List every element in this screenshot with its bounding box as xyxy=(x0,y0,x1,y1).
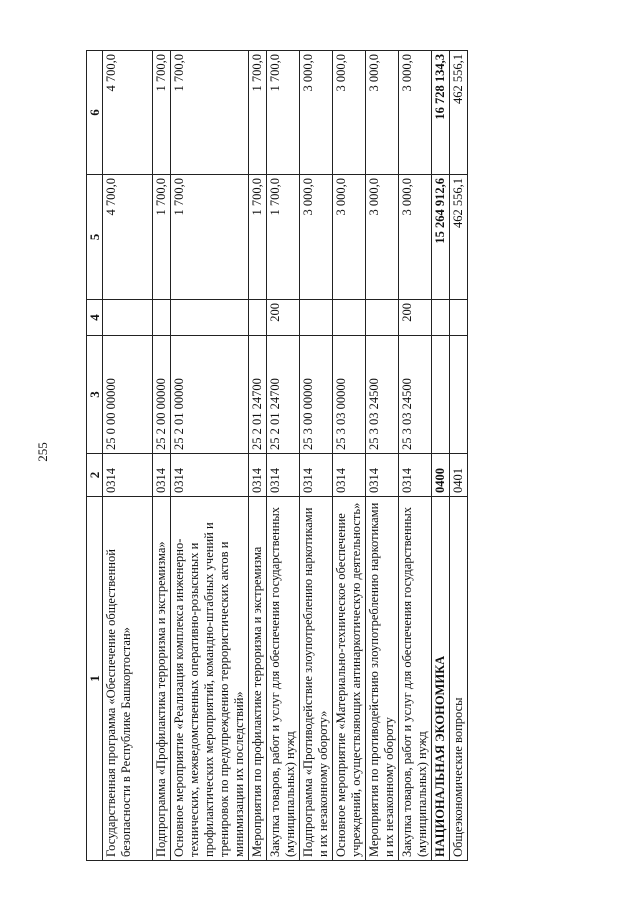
row-name: Мероприятия по противодействию злоупотреблению наркотиками и их незаконному обороту xyxy=(366,497,399,861)
row-target: 25 3 00 00000 xyxy=(300,336,333,454)
row-name: Закупка товаров, работ и услуг для обеспечения государственных (муниципальных) нужд xyxy=(267,497,300,861)
row-target: 25 3 03 24500 xyxy=(399,336,432,454)
row-name: Основное мероприятие «Реализация комплекса инженерно-технических, межведомственных оперативно-розыскных и профилактических мероприятий, командно-штабных учений и тренировок по предупреждению террористических актов и минимизации их последствий» xyxy=(171,497,249,861)
row-target: 25 2 01 24700 xyxy=(249,336,267,454)
row-section: 0314 xyxy=(399,454,432,497)
header-cell: 4 xyxy=(87,300,103,336)
table-row xyxy=(103,51,153,861)
header-cell: 1 xyxy=(87,497,103,861)
row-name: Основное мероприятие «Материально-техническое обеспечение учреждений, осуществляющих антинаркотическую деятельность» xyxy=(333,497,366,861)
row-sum1: 15 264 912,6 xyxy=(432,175,450,300)
table-row-total xyxy=(432,51,450,861)
row-section: 0400 xyxy=(432,454,450,497)
row-sum1: 1 700,0 xyxy=(267,175,300,300)
row-section: 0401 xyxy=(450,454,468,497)
row-section: 0314 xyxy=(333,454,366,497)
table-row xyxy=(399,51,432,861)
table-row xyxy=(333,51,366,861)
table-row xyxy=(249,51,267,861)
budget-table xyxy=(86,50,468,861)
row-name: Мероприятия по профилактике терроризма и экстремизма xyxy=(249,497,267,861)
row-sum1: 4 700,0 xyxy=(103,175,153,300)
header-cell: 6 xyxy=(87,51,103,175)
row-sum2: 3 000,0 xyxy=(399,51,432,175)
header-cell: 3 xyxy=(87,336,103,454)
table-row xyxy=(366,51,399,861)
row-vr: 200 xyxy=(267,300,300,336)
row-sum1: 3 000,0 xyxy=(300,175,333,300)
row-name: Подпрограмма «Противодействие злоупотреблению наркотиками и их незаконному обороту» xyxy=(300,497,333,861)
row-vr: 200 xyxy=(399,300,432,336)
row-sum1: 462 556,1 xyxy=(450,175,468,300)
row-vr xyxy=(366,300,399,336)
page-number-text: 255 xyxy=(35,442,50,462)
row-vr xyxy=(249,300,267,336)
row-section: 0314 xyxy=(153,454,171,497)
row-vr xyxy=(333,300,366,336)
rotated-table-container xyxy=(86,51,556,861)
row-sum2: 1 700,0 xyxy=(171,51,249,175)
row-section: 0314 xyxy=(300,454,333,497)
row-sum2: 4 700,0 xyxy=(103,51,153,175)
table-row xyxy=(171,51,249,861)
row-section: 0314 xyxy=(249,454,267,497)
row-sum2: 3 000,0 xyxy=(333,51,366,175)
row-sum2: 3 000,0 xyxy=(300,51,333,175)
row-vr xyxy=(103,300,153,336)
row-name: НАЦИОНАЛЬНАЯ ЭКОНОМИКА xyxy=(432,497,450,861)
header-row xyxy=(87,51,103,861)
row-sum2: 1 700,0 xyxy=(267,51,300,175)
row-name: Государственная программа «Обеспечение общественной безопасности в Республике Башкортостан» xyxy=(103,497,153,861)
row-name: Общеэкономические вопросы xyxy=(450,497,468,861)
row-sum2: 1 700,0 xyxy=(153,51,171,175)
row-sum2: 1 700,0 xyxy=(249,51,267,175)
table-row xyxy=(300,51,333,861)
row-target: 25 2 00 00000 xyxy=(153,336,171,454)
row-sum1: 1 700,0 xyxy=(249,175,267,300)
row-sum2: 462 556,1 xyxy=(450,51,468,175)
row-sum1: 3 000,0 xyxy=(366,175,399,300)
row-sum1: 3 000,0 xyxy=(333,175,366,300)
row-section: 0314 xyxy=(267,454,300,497)
row-sum1: 3 000,0 xyxy=(399,175,432,300)
row-vr xyxy=(450,300,468,336)
row-vr xyxy=(432,300,450,336)
row-target xyxy=(432,336,450,454)
row-section: 0314 xyxy=(366,454,399,497)
page-number xyxy=(36,441,50,463)
row-section: 0314 xyxy=(103,454,153,497)
table-row xyxy=(267,51,300,861)
table-row xyxy=(153,51,171,861)
row-target: 25 3 03 00000 xyxy=(333,336,366,454)
table-row xyxy=(450,51,468,861)
row-target xyxy=(450,336,468,454)
row-sum1: 1 700,0 xyxy=(171,175,249,300)
header-cell: 2 xyxy=(87,454,103,497)
row-name: Подпрограмма «Профилактика терроризма и экстремизма» xyxy=(153,497,171,861)
row-sum1: 1 700,0 xyxy=(153,175,171,300)
row-target: 25 2 01 24700 xyxy=(267,336,300,454)
row-vr xyxy=(171,300,249,336)
row-target: 25 2 01 00000 xyxy=(171,336,249,454)
row-vr xyxy=(300,300,333,336)
row-name: Закупка товаров, работ и услуг для обеспечения государственных (муниципальных) нужд xyxy=(399,497,432,861)
row-target: 25 3 03 24500 xyxy=(366,336,399,454)
row-sum2: 3 000,0 xyxy=(366,51,399,175)
row-sum2: 16 728 134,3 xyxy=(432,51,450,175)
row-vr xyxy=(153,300,171,336)
row-section: 0314 xyxy=(171,454,249,497)
header-cell: 5 xyxy=(87,175,103,300)
row-target: 25 0 00 00000 xyxy=(103,336,153,454)
